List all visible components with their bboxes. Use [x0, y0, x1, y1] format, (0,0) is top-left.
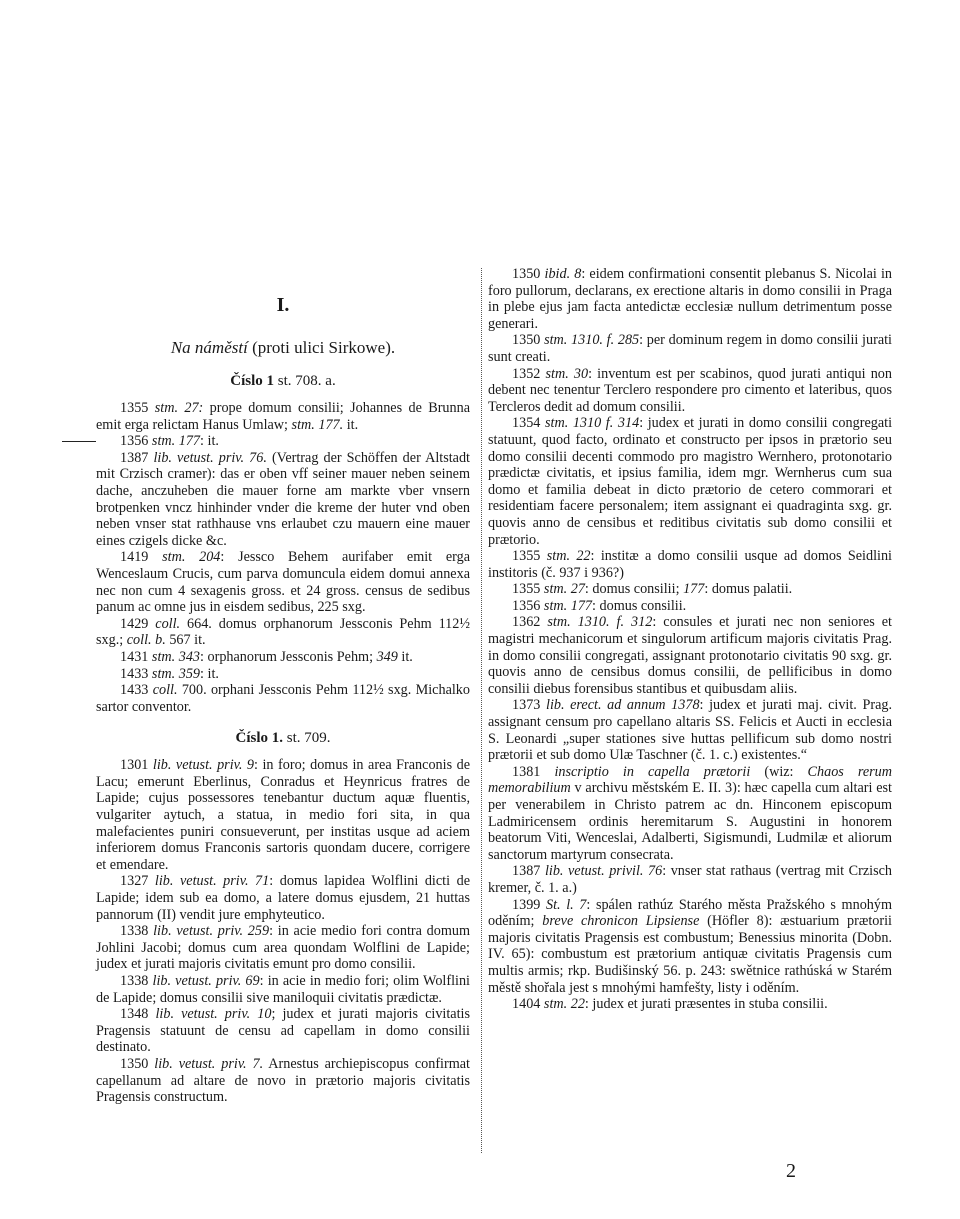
entry-text: : domus consilii.	[592, 597, 687, 614]
entry-source-2: 177	[683, 581, 705, 598]
entry-text: : orphanorum Jessconis Pehm;	[200, 648, 377, 665]
entry	[96, 923, 470, 973]
entry-year: 1381	[512, 763, 555, 780]
entry	[488, 332, 892, 365]
entry-source: stm. 27	[543, 581, 585, 598]
entry-source: stm. 343	[151, 648, 201, 665]
entry-year: 1352	[512, 365, 546, 382]
entry-source: lib. vetust. priv. 7.	[154, 1055, 264, 1072]
entry-year: 1350	[120, 1055, 155, 1072]
entry	[96, 549, 470, 615]
entry-text: ; judex et jurati majoris civitatis Pragensis statuunt de censu ad capellam in domo consilii destinato.	[96, 1006, 470, 1056]
entry-tail: it.	[343, 416, 359, 433]
section-subtitle	[96, 338, 470, 358]
entry	[96, 616, 470, 649]
entry-text: : vnser stat rathaus (vertrag mit Crzisch kremer, č. 1. a.)	[488, 863, 893, 896]
entry	[488, 548, 892, 581]
entry-source: coll.	[152, 682, 178, 699]
entry-year: 1338	[120, 923, 154, 940]
cislo-rest: st. 708. a.	[274, 373, 336, 389]
entry	[488, 266, 892, 332]
subtitle-italic: Na náměstí	[170, 338, 248, 357]
entry	[488, 697, 892, 763]
entry	[488, 863, 892, 896]
cislo-heading-709	[96, 729, 470, 747]
right-column	[488, 266, 892, 1013]
entry-source: stm. 359	[151, 665, 201, 682]
entry	[96, 450, 470, 550]
entry-year: 1350	[512, 332, 545, 349]
entry	[488, 764, 892, 864]
entry-source: stm. 1310 f. 314	[544, 415, 640, 432]
entry-source: stm. 27:	[154, 400, 204, 416]
entry-source-2: stm. 177.	[291, 416, 344, 433]
entry-text: : domus lapidea Wolflini dicti de Lapide; idem sub ea domo, a latere domus ejusdem, 21 huttas pannorum (II) vendit jure emphyteutico.	[96, 873, 470, 923]
entry-year: 1356	[512, 597, 544, 614]
entry-year: 1362	[512, 614, 548, 631]
entry-year: 1429	[120, 615, 156, 632]
cislo-heading-708	[96, 372, 470, 390]
entry-year: 1387	[120, 449, 154, 466]
entry-year: 1433	[120, 682, 153, 699]
entry-source-2: 349	[376, 648, 398, 665]
margin-dash	[62, 441, 96, 442]
entry-source: St. l. 7	[546, 896, 587, 913]
entry-year: 1355	[512, 548, 547, 565]
entry-year: 1354	[512, 415, 545, 432]
entry-year: 1404	[512, 996, 544, 1013]
entry	[96, 757, 470, 873]
entry-source: stm. 177	[543, 597, 593, 614]
entry-text: Arnestus archiepiscopus confirmat capellanum ad altare de novo in prætorio majoris civitatis Pragensis constructum.	[96, 1055, 470, 1106]
page-number: 2	[786, 1160, 796, 1182]
entry-text: : judex et jurati præsentes in stuba consilii.	[584, 996, 828, 1013]
entry-source: stm. 177	[151, 433, 201, 450]
entry-text: : inventum est per scabinos, quod jurati antiqui non debent nec tenentur Terclero respondere pro cimento et lateribus, quos Tercleros dedit ad domum consilii.	[488, 365, 892, 415]
entry-tail: 567 it.	[165, 632, 206, 649]
entry-year: 1301	[120, 757, 153, 774]
entry-text: : spálen rathúz Starého města Pražského s mnohým oděním;	[488, 896, 893, 930]
subtitle-rest: (proti ulici Sirkowe).	[247, 338, 396, 357]
cislo-rest: st. 709.	[283, 730, 331, 747]
entry-source: stm. 22	[543, 996, 585, 1013]
entry-text: (Vertrag der Schöffen der Altstadt mit Crzisch cramer): das er oben vff seiner mauer neben seinem dache, anczuheben die mauer forne am markte vber vnsern brotpenken vncz hinhinder vnder die kreme der huter vnd oben neben vnser stat rathhause vns erlaubet czu mauern eine mauer eines czigels dicke &c.	[96, 449, 470, 549]
entry-source: ibid. 8	[544, 266, 582, 282]
entry-source: stm. 1310. f. 285	[544, 332, 640, 349]
entry	[488, 897, 892, 997]
entry-source: lib. vetust. privil. 76	[544, 863, 663, 880]
entry	[96, 433, 470, 450]
entry-text: : in acie medio fori contra domum Johlini Jacobi; domus cum area quondam Wolflini de Lapide; judex et jurati majoris civitatis emunt pro domo consilii.	[96, 923, 471, 973]
entry-text: (wiz:	[750, 763, 808, 780]
entries-708	[96, 400, 470, 715]
entry	[96, 400, 470, 433]
entry	[488, 996, 892, 1013]
entry-source: coll.	[155, 615, 181, 632]
entry-text: : in acie in medio fori; olim Wolflini de Lapide; domus consilii sive maniloquii civitatis prædictæ.	[96, 973, 470, 1006]
entry-source: stm. 204	[162, 549, 221, 566]
entry-text: : it.	[200, 433, 219, 450]
entry-tail: (Höfler 8): æstuarium prætorii majoris civitatis Pragensis est combustum; Benessius minorita (Dobn. IV. 65): combustum est prætorium antiquæ civitatis Pragensis cum multis armis; rkp. Budišinský 56. p. 243: swětnice rathúská w Starém městě shořala jest s mnohými hamfešty, listy i oděním.	[488, 913, 892, 996]
entry-year: 1355	[120, 400, 155, 416]
entry-year: 1387	[512, 863, 545, 880]
entry-source: stm. 1310. f. 312	[547, 614, 653, 631]
entry	[96, 1006, 470, 1056]
entry-source: lib. erect. ad annum 1378	[546, 697, 700, 714]
entry-source-2: coll. b.	[126, 632, 166, 649]
entry-source: stm. 30	[545, 365, 589, 382]
entry-year: 1399	[512, 896, 546, 913]
entry-year: 1356	[120, 433, 152, 450]
cislo-label: Číslo 1.	[235, 730, 283, 747]
entry-year: 1431	[120, 648, 152, 665]
entry	[488, 581, 892, 598]
entry-text: : per dominum regem in domo consilii jurati sunt creati.	[488, 332, 893, 365]
entry	[488, 415, 892, 548]
entry-tail: : domus palatii.	[704, 581, 793, 598]
entry-text: : it.	[200, 665, 219, 682]
entry-source: lib. vetust. priv. 259	[153, 923, 270, 940]
entry	[488, 598, 892, 615]
entry-source: lib. vetust. priv. 71	[154, 873, 270, 890]
entry-year: 1355	[512, 581, 544, 598]
entry-year: 1419	[120, 549, 163, 566]
entry	[96, 873, 470, 923]
entry	[96, 682, 470, 715]
entry	[96, 1056, 470, 1106]
entry-source: stm. 22	[546, 548, 591, 565]
column-divider	[481, 268, 482, 1153]
entry-tail: it.	[397, 648, 413, 665]
entry-source: lib. vetust. priv. 10	[155, 1006, 272, 1023]
entry-source: inscriptio in capella prætorii	[554, 763, 751, 780]
entry-text: : consules et jurati nec non seniores et magistri mechanicorum et singulorum artificum majoris civitatis Prag. in domo consilii congregati, assignant protonotario civitatis 90 sxg. gr. quovis anno de censibus domus consilii, de pellificibus in domo consilii diebus forensibus stantibus et quibusdam aliis.	[488, 614, 892, 697]
entry-source: lib. vetust. priv. 9	[152, 757, 255, 774]
entry-text: : in foro; domus in area Franconis de Lacu; emerunt Eberlinus, Conradus et Heynricus fratres de Lapide; cujus possessores tenebantur ductum aquæ fluentis, vulgariter aytuch, a statua, in medio fori sita, in qua malefacientes puniri consueverunt, per institas usque ad aciem inferiorem domus Franconis sartoris quondam ducere, corrigere et emendare.	[96, 757, 470, 873]
entry-text: : judex et jurati maj. civit. Prag. assignant censum pro capellano altaris SS. Felicis et Aucti in ecclesia S. Leonardi „super stationes sive huttas pellificum sub domo nostri prætorii et sub domo Ulæ Taschner (č. 1. c.) existentes.“	[488, 697, 893, 764]
entries-709	[96, 757, 470, 1105]
entry	[488, 614, 892, 697]
entry-source-2: Chaos rerum memorabilium	[488, 763, 893, 797]
entry	[96, 666, 470, 683]
left-column	[96, 294, 470, 1106]
entry	[96, 649, 470, 666]
entry-text: 700. orphani Jessconis Pehm 112½ sxg. Michalko sartor conventor.	[96, 682, 470, 715]
section-numeral: I.	[276, 294, 290, 316]
cislo-label: Číslo 1	[230, 373, 275, 389]
entry-year: 1348	[120, 1006, 156, 1023]
entry-text: : judex et jurati in domo consilii congregati statuunt, quod facto, ordinato et constructo per ipsos in prætorio seu domo consilii decenti commodo pro magistro Wernhero, protonotario prædictæ civitatis, et ipsius familia, idem mgr. Wernherus cum sua domo et familia debeat in dicto prætorio de cetero commorari et residentiam facere personalem; item assignant ei quadraginta sxg. gr. quovis anno de censibus et reditibus civitatis sub domo consilii et prætorio.	[488, 415, 893, 548]
entry-text: 664. domus orphanorum Jessconis Pehm 112½ sxg.;	[96, 615, 471, 649]
entry-year: 1433	[120, 665, 152, 682]
entry	[488, 366, 892, 416]
entry-source: lib. vetust. priv. 69	[152, 973, 260, 989]
entry-text: prope domum consilii; Johannes de Brunna emit erga relictam Hanus Umlaw;	[96, 400, 470, 433]
entry-text: : eidem confirmationi consentit plebanus S. Nicolai in foro pullorum, declarans, ex erectione altaris in domo consilii in Praga in plebe ejus jam facta antedictæ ecclesiæ nullum detrimentum posse generari.	[488, 266, 892, 332]
entry-text: : domus consilii;	[584, 581, 684, 598]
entry-year: 1373	[512, 697, 546, 714]
entry-tail: v archivu městském E. II. 3): hæc capella cum altari est per venerabilem in Christo patrem ac dn. Hinconem episcopum Ladmiricensem ordinis heremitarum S. Augustini in honorem beatorum Viti, Wenceslai, Adalberti, Sigismundi, Ludmilæ et aliorum sanctorum martyrum consecrata.	[488, 780, 892, 863]
entry-source: lib. vetust. priv. 76.	[153, 449, 267, 466]
entry-year: 1338	[120, 973, 153, 989]
entry	[96, 973, 470, 1006]
entry-source-2: breve chronicon Lipsiense	[542, 913, 700, 930]
entry-year: 1350	[512, 266, 545, 282]
entry-year: 1327	[120, 873, 155, 890]
entry-text: : Jessco Behem aurifaber emit erga Wenceslaum Crucis, cum parva domuncula eidem domui annexa nec non cum 4 sexagenis gross. et 24 gross. census de sedibus panum ac omne jus in eisdem sedibus, 225 sxg.	[96, 549, 470, 616]
entry-text: : institæ a domo consilii usque ad domos Seidlini institoris (č. 937 i 936?)	[488, 548, 892, 581]
entries-right	[488, 266, 892, 1013]
